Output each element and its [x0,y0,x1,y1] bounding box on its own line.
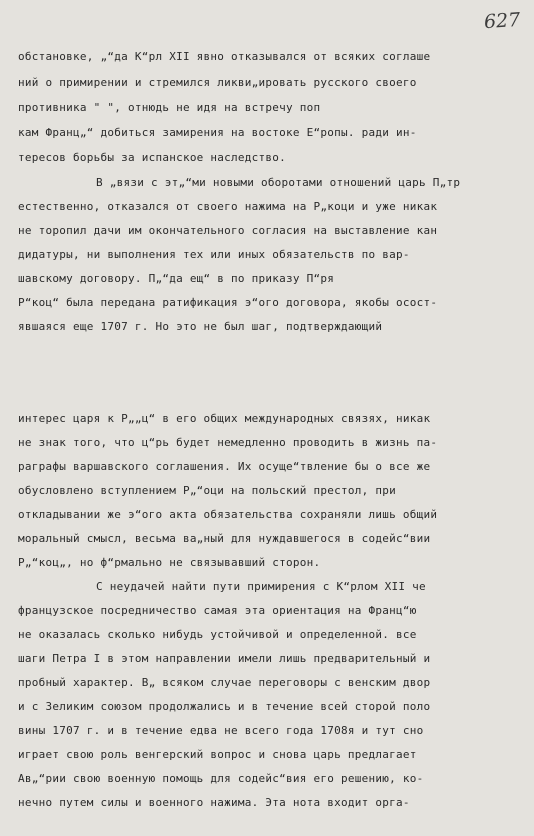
text-line: не торопил дачи им окончательного согласия на выставление кан [18,224,438,237]
text-line: ний о примирении и стремился ликви„ировать русского своего [18,76,417,89]
text-line: обстановке, „“да К“рл XII явно отказывался от всяких соглаше [18,50,431,63]
text-line: естественно, отказался от своего нажима на Р„коци и уже никак [18,200,438,213]
text-line: кам Франц„“ добиться замирения на востоке Е“ропы. ради ин- [18,126,417,139]
text-line: интерес царя к Р„„ц“ в его общих международных связях, никак [18,412,431,425]
text-line: обусловлено вступлением Р„“оци на польский престол, при [18,484,396,497]
text-line: шаги Петра I в этом направлении имели лишь предварительный и [18,652,431,665]
text-line: не оказалась сколько нибудь устойчивой и определенной. все [18,628,417,641]
text-line: раграфы варшавского соглашения. Их осуще“твление бы о все же [18,460,431,473]
text-line: откладывании же э“ого акта обязательства сохраняли лишь общий [18,508,438,521]
text-line: не знак того, что ц“рь будет немедленно проводить в жизнь па- [18,436,438,449]
text-line: В „вязи с эт„“ми новыми оборотами отношений царь П„тр [96,176,461,189]
page-number: 627 [483,8,521,34]
text-line: тересов борьбы за испанское наследство. [18,151,287,164]
text-line: французское посредничество самая эта ориентация на Франц“ю [18,604,417,617]
text-line: моральный смысл, весьма ва„ный для нуждавшегося в содейс“вии [18,532,431,545]
text-line: шавскому договору. П„“да ещ“ в по приказу П“ря [18,272,335,285]
text-line: явшаяся еще 1707 г. Но это не был шаг, подтверждающий [18,320,383,333]
text-line: противника " ", отнюдь не идя на встречу поп [18,101,321,114]
text-line: пробный характер. В„ всяком случае переговоры с венским двор [18,676,431,689]
text-line: играет свою роль венгерский вопрос и снова царь предлагает [18,748,417,761]
text-line: Р“коц“ была передана ратификация э“ого договора, якобы осост- [18,296,438,309]
text-line: С неудачей найти пути примирения с К“рлом XII че [96,580,426,593]
text-line: Р„“коц„, но ф“рмально не связывавший сторон. [18,556,321,569]
text-line: дидатуры, ни выполнения тех или иных обязательств по вар- [18,248,410,261]
text-line: вины 1707 г. и в течение едва не всего года 1708я и тут сно [18,724,424,737]
text-line: Ав„“рии свою военную помощь для содейс“вия его решению, ко- [18,772,424,785]
text-line: нечно путем силы и военного нажима. Эта нота входит орга- [18,796,410,809]
text-line: и с Зеликим союзом продолжались и в течение всей сторой поло [18,700,431,713]
